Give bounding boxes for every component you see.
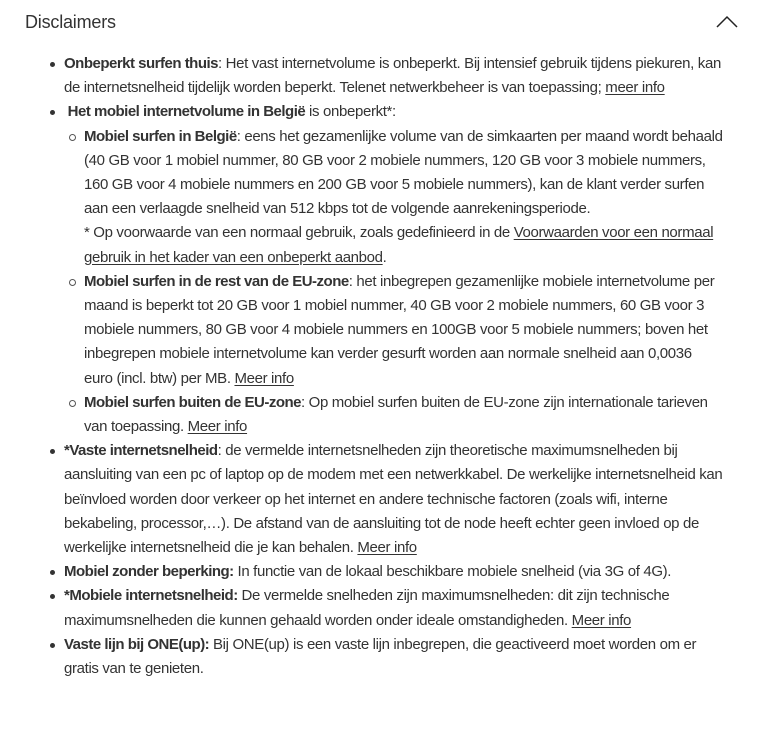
item-text: In functie van de lokaal beschikbare mobiele snelheid (via 3G of 4G). — [233, 563, 672, 581]
disclaimer-item-vaste-internetsnelheid — [64, 439, 724, 560]
disclaimer-list — [0, 52, 724, 681]
sub-item-text: : het inbegrepen gezamenlijke mobiele internetvolume per maand is beperkt tot 20 GB voor 1 mobiel nummer, 40 GB voor 2 mobiele nummers, 60 GB voor 3 mobiele nummers, 80 GB voor 4 mobiele nummers en 100GB voor 5 mobiele nummers; boven het inbegrepen mobiele internetvolume kan verder gesurft worden aan normale snelheid aan 0,0036 euro (incl. btw) per MB. — [84, 272, 715, 387]
sub-item-mobiel-surfen-buiten-eu-zone — [84, 391, 724, 439]
footnote-text: * Op voorwaarde van een normaal gebruik, zoals gedefinieerd in de — [84, 224, 514, 242]
disclaimers-content — [0, 52, 767, 681]
meer-info-link[interactable]: Meer info — [187, 418, 248, 436]
meer-info-link[interactable]: Meer info — [234, 369, 294, 387]
disclaimer-item-mobiel-zonder-beperking — [64, 560, 724, 584]
voorwaarden-link[interactable]: Voorwaarden voor een normaal gebruik in het kader van een onbeperkt aanbod — [84, 224, 714, 266]
sub-item-title: Mobiel surfen in de rest van de EU-zone — [84, 272, 349, 290]
meer-info-link[interactable]: Meer info — [357, 539, 417, 557]
sub-item-text: : Op mobiel surfen buiten de EU-zone zijn internationale tarieven van toepassing. — [84, 393, 708, 436]
item-text: Bij ONE(up) is een vaste lijn inbegrepen, die geactiveerd moet worden om er gratis van te genieten. — [64, 635, 697, 678]
item-title: *Mobiele internetsnelheid: — [64, 587, 238, 605]
footnote — [84, 221, 724, 269]
disclaimers-header[interactable] — [0, 0, 767, 48]
item-title: Onbeperkt surfen thuis — [64, 55, 219, 72]
disclaimer-item-onbeperkt-surfen-thuis — [64, 52, 724, 100]
footnote-end: . — [382, 248, 387, 266]
sub-item-mobiel-surfen-eu-zone — [84, 270, 724, 391]
disclaimer-item-mobiele-internetsnelheid — [64, 584, 724, 632]
item-text: is onbeperkt*: — [305, 103, 396, 121]
chevron-up-icon[interactable] — [715, 14, 739, 30]
item-text: De vermelde snelheden zijn maximumsnelheden: dit zijn technische maximumsnelheden die kunnen gehaald worden onder ideale omstandigheden. — [64, 587, 670, 629]
sub-item-title: Mobiel surfen in België — [84, 127, 237, 145]
meer-info-link[interactable]: meer info — [605, 79, 665, 97]
disclaimer-item-mobiel-internetvolume — [64, 100, 724, 439]
section-title: Disclaimers — [25, 12, 116, 32]
item-text: : Het vast internetvolume is onbeperkt. Bij intensief gebruik tijdens piekuren, kan de internetsnelheid tijdelijk worden beperkt. Telenet netwerkbeheer is van toepassing; — [64, 55, 721, 97]
sub-item-mobiel-surfen-in-belgie — [84, 125, 724, 270]
meer-info-link[interactable]: Meer info — [571, 611, 632, 629]
sub-list — [64, 125, 724, 440]
item-text: : de vermelde internetsnelheden zijn theoretische maximumsnelheden bij aansluiting van een pc of laptop op de modem met een netwerkkabel. De werkelijke internetsnelheid kan beïnvloed worden door verkeer op het internet en andere technische factoren (zoals wifi, interne bekabeling, processor,…). De afstand van de aansluiting tot de node heeft echter geen invloed op de werkelijke internetsnelheid die je kan behalen. — [64, 442, 723, 557]
disclaimer-item-vaste-lijn-one-up — [64, 633, 724, 681]
sub-item-text: : eens het gezamenlijke volume van de simkaarten per maand wordt behaald (40 GB voor 1 mobiel nummer, 80 GB voor 2 mobiele nummers, 120 GB voor 3 mobiele nummers, 160 GB voor 4 mobiele nummers en 200 GB voor 5 mobiele nummers), kan de klant verder surfen aan een verlaagde snelheid van 512 kbps tot de volgende aanrekeningsperiode. — [84, 127, 723, 218]
item-title: *Vaste internetsnelheid — [64, 442, 218, 460]
item-title: Mobiel zonder beperking: — [64, 563, 234, 581]
item-title: Het mobiel internetvolume in België — [64, 103, 306, 121]
item-title: Vaste lijn bij ONE(up): — [64, 635, 210, 653]
sub-item-title: Mobiel surfen buiten de EU-zone — [84, 393, 302, 411]
